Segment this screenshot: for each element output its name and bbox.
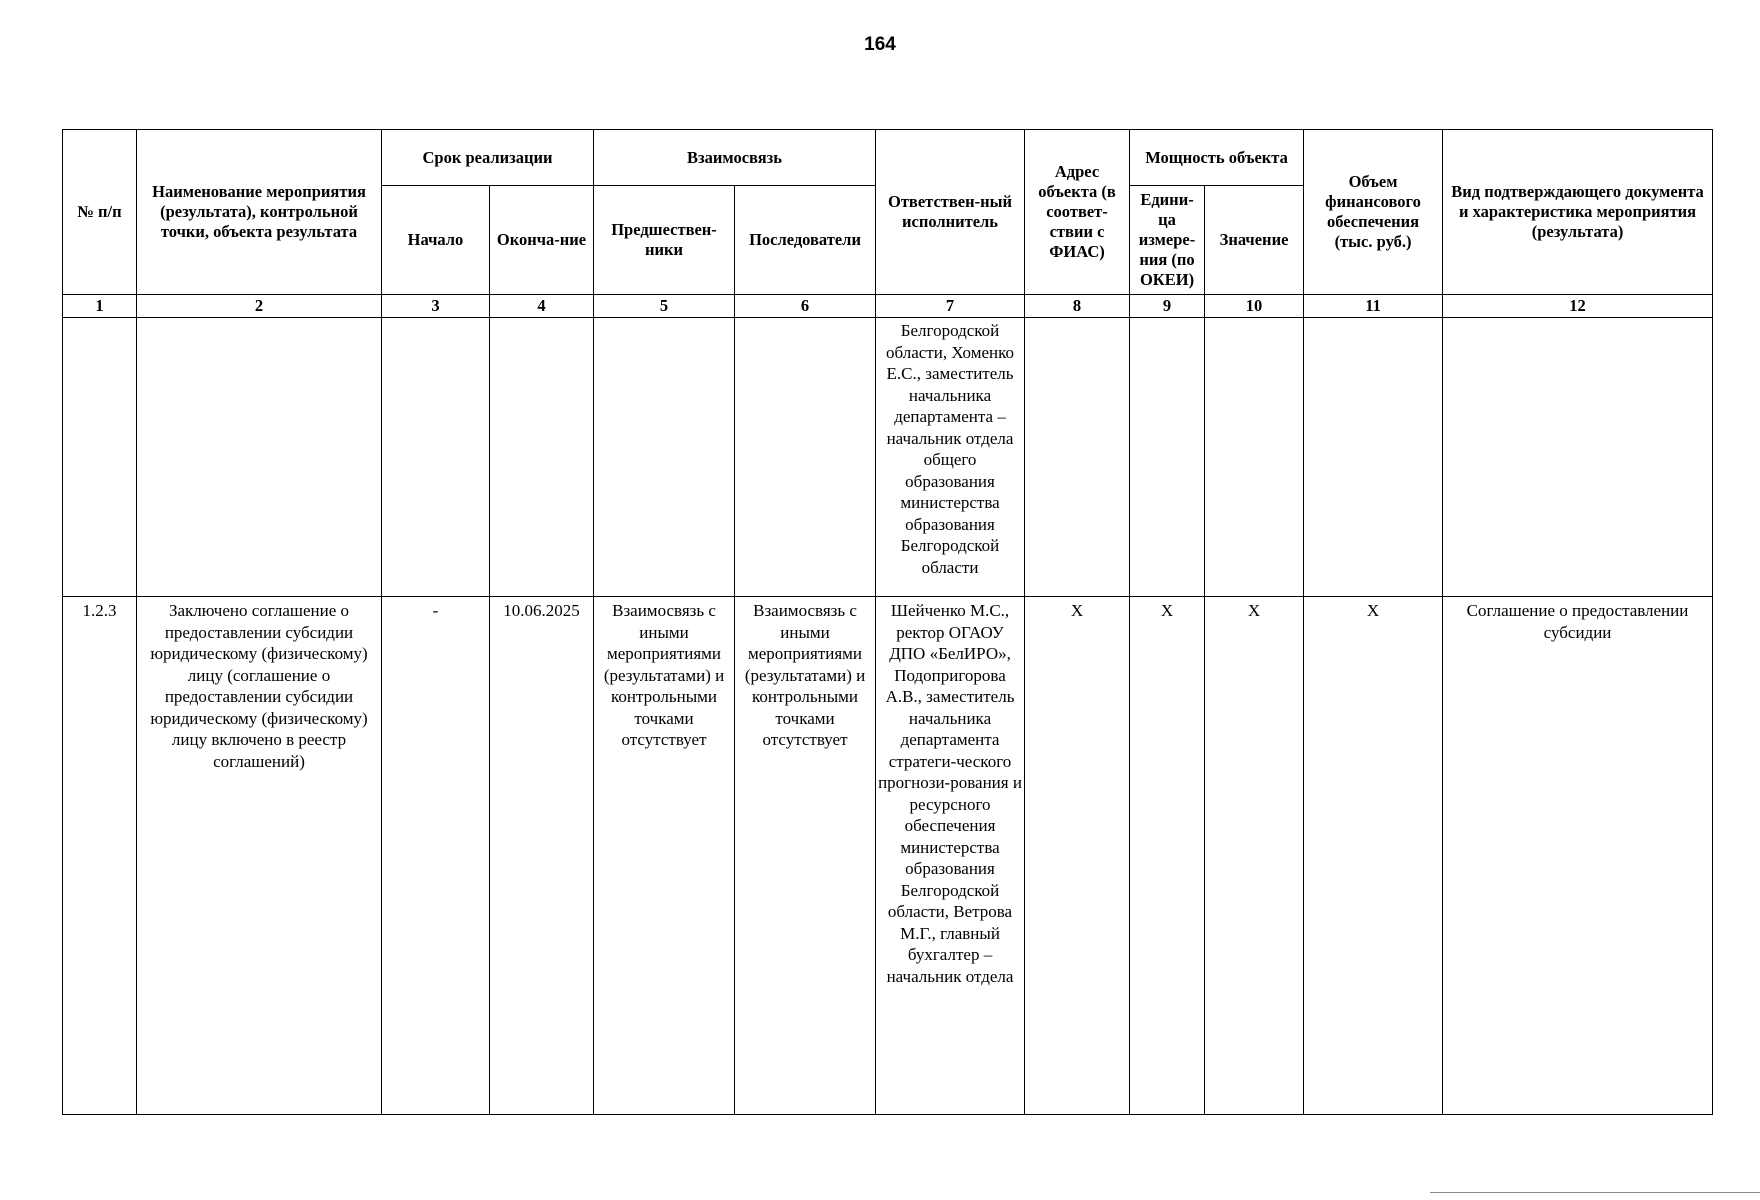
column-number: 6 [735,295,876,318]
cell-responsible: Шейченко М.С., ректор ОГАОУ ДПО «БелИРО», Подопригорова А.В., заместитель начальника департамента стратеги-ческого прогнози-рования и ресурсного обеспечения министерства образования Белгородской области, Ветрова М.Г., главный бухгалтер – начальник отдела [876,597,1025,1115]
table-row [63,318,1713,597]
column-number: 2 [137,295,382,318]
table-row [63,597,1713,1115]
header-predecessors: Предшествен-ники [594,186,735,295]
cell-finance [1304,318,1443,597]
page-number: 164 [864,34,896,55]
column-number: 12 [1443,295,1713,318]
cell-start [382,318,490,597]
scan-edge-line [1430,1192,1760,1193]
cell-address [1025,318,1130,597]
header-start: Начало [382,186,490,295]
column-number: 11 [1304,295,1443,318]
cell-value [1205,318,1304,597]
header-document: Вид подтверждающего документа и характеристика мероприятия (результата) [1443,130,1713,295]
header-finance: Объем финансового обеспечения (тыс. руб.) [1304,130,1443,295]
column-number: 7 [876,295,1025,318]
header-num: № п/п [63,130,137,295]
cell-successors: Взаимосвязь с иными мероприятиями (результатами) и контрольными точками отсутствует [735,597,876,1115]
header-successors: Последователи [735,186,876,295]
column-number: 4 [490,295,594,318]
cell-value: Х [1205,597,1304,1115]
header-group-vzaimosvyaz: Взаимосвязь [594,130,876,186]
column-number: 9 [1130,295,1205,318]
column-number: 3 [382,295,490,318]
cell-start: - [382,597,490,1115]
header-address: Адрес объекта (в соответ-ствии с ФИАС) [1025,130,1130,295]
cell-end [490,318,594,597]
column-number: 8 [1025,295,1130,318]
header-group-srok: Срок реализации [382,130,594,186]
cell-name: Заключено соглашение о предоставлении субсидии юридическому (физическому) лицу (соглашение о предоставлении субсидии юридическому (физическому) лицу включено в реестр соглашений) [137,597,382,1115]
plan-table [62,129,1713,1115]
cell-responsible: Белгородской области, Хоменко Е.С., заместитель начальника департамента – начальник отдела общего образования министерства образования Белгородской области [876,318,1025,597]
cell-predecessors [594,318,735,597]
cell-unit: Х [1130,597,1205,1115]
cell-predecessors: Взаимосвязь с иными мероприятиями (результатами) и контрольными точками отсутствует [594,597,735,1115]
header-responsible: Ответствен-ный исполнитель [876,130,1025,295]
cell-end: 10.06.2025 [490,597,594,1115]
header-unit: Едини-ца измере-ния (по ОКЕИ) [1130,186,1205,295]
cell-num: 1.2.3 [63,597,137,1115]
header-name: Наименование мероприятия (результата), контрольной точки, объекта результата [137,130,382,295]
cell-unit [1130,318,1205,597]
cell-address: Х [1025,597,1130,1115]
column-number: 10 [1205,295,1304,318]
cell-document: Соглашение о предоставлении субсидии [1443,597,1713,1115]
header-value: Значение [1205,186,1304,295]
cell-document [1443,318,1713,597]
header-group-moshchnost: Мощность объекта [1130,130,1304,186]
cell-name [137,318,382,597]
cell-successors [735,318,876,597]
cell-num [63,318,137,597]
column-number: 1 [63,295,137,318]
column-number: 5 [594,295,735,318]
cell-finance: Х [1304,597,1443,1115]
header-end: Оконча-ние [490,186,594,295]
